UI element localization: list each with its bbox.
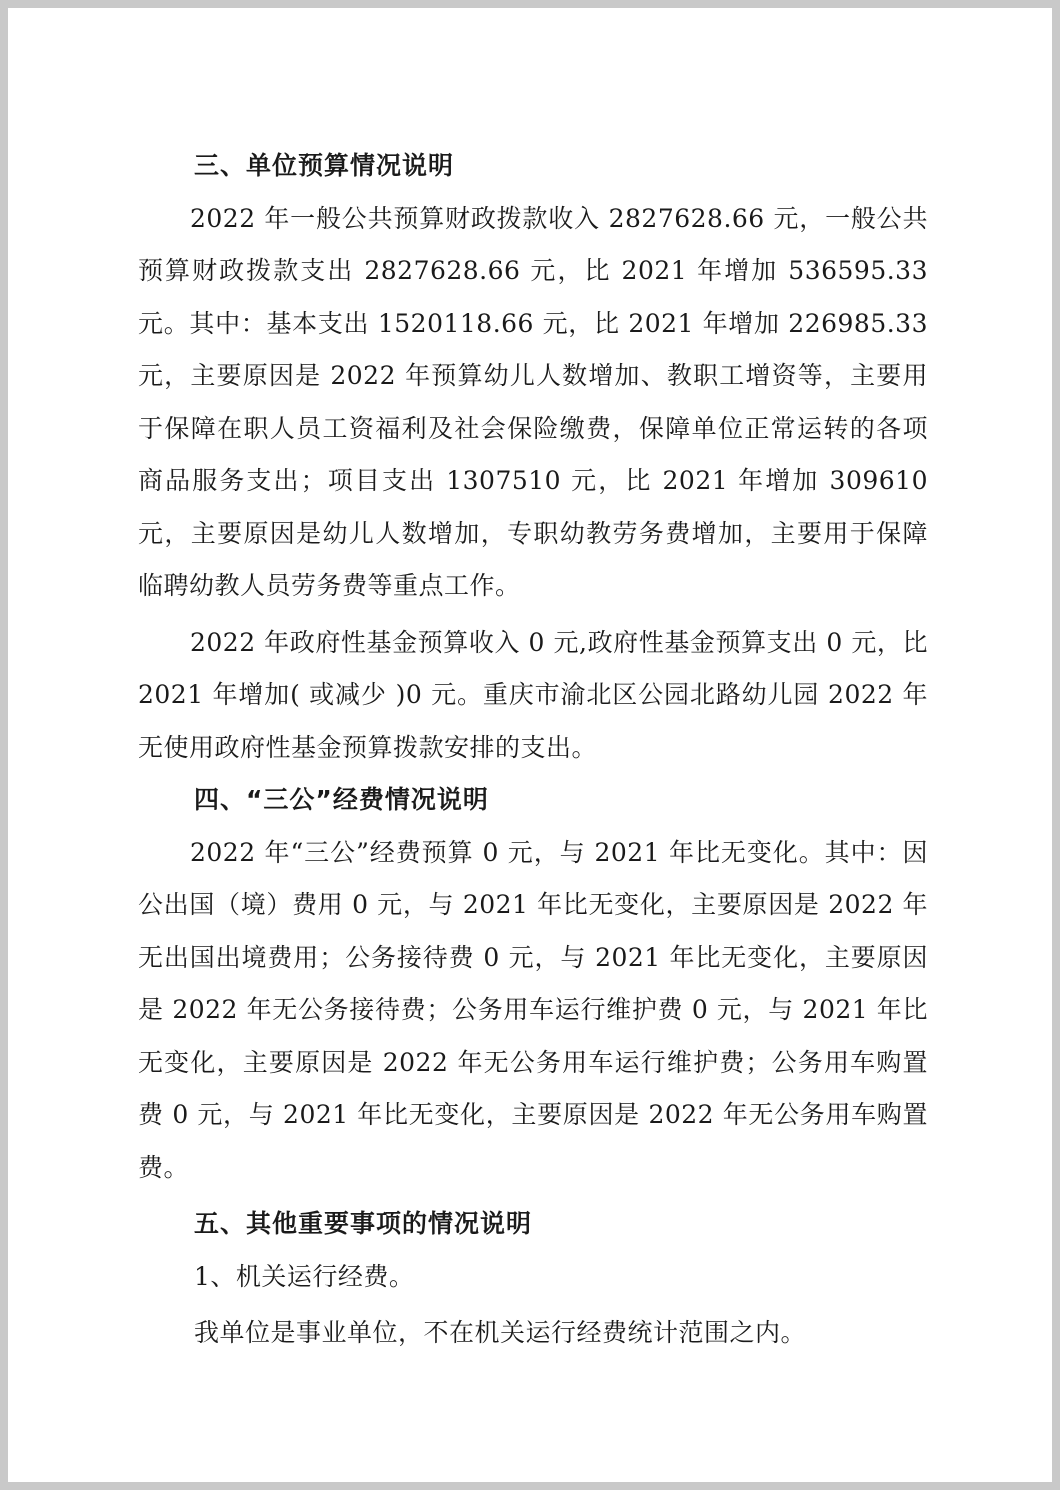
- document-page: [138, 140, 928, 1360]
- section-3-paragraph-2: 2022 年政府性基金预算收入 0 元,政府性基金预算支出 0 元，比 2021 年增加( 或减少 )0 元。重庆市渝北区公园北路幼儿园 2022 年无使用政府性基金预算拨款安排的支出。: [138, 627, 928, 762]
- section-3-paragraph-1: 2022 年一般公共预算财政拨款收入 2827628.66 元，一般公共预算财政拨款支出 2827628.66 元，比 2021 年增加 536595.33 元。其中：基本支出 1520118.66 元，比 2021 年增加 226985.33 元，主要原因是 2022 年预算幼儿人数增加、教职工增资等，主要用于保障在职人员工资福利及社会保险缴费，保障单位正常运转的各项商品服务支出；项目支出 1307510 元，比 2021 年增加 309610 元，主要原因是幼儿人数增加，专职幼教劳务费增加，主要用于保障临聘幼教人员劳务费等重点工作。: [138, 203, 928, 600]
- section-5-heading: 五、其他重要事项的情况说明: [194, 1209, 533, 1238]
- section-5-item-1: 1、机关运行经费。: [194, 1261, 415, 1291]
- section-3-heading: 三、单位预算情况说明: [194, 151, 455, 180]
- section-5-paragraph-1: 我单位是事业单位，不在机关运行经费统计范围之内。: [194, 1318, 807, 1347]
- section-4-heading: 四、“三公”经费情况说明: [194, 785, 489, 814]
- section-4-paragraph-1: 2022 年“三公”经费预算 0 元，与 2021 年比无变化。其中：因公出国（境）费用 0 元，与 2021 年比无变化，主要原因是 2022 年无出国出境费用；公务接待费 0 元，与 2021 年比无变化，主要原因是 2022 年无公务接待费；公务用车运行维护费 0 元，与 2021 年比无变化，主要原因是 2022 年无公务用车运行维护费；公务用车购置费 0 元，与 2021 年比无变化，主要原因是 2022 年无公务用车购置费。: [138, 837, 928, 1182]
